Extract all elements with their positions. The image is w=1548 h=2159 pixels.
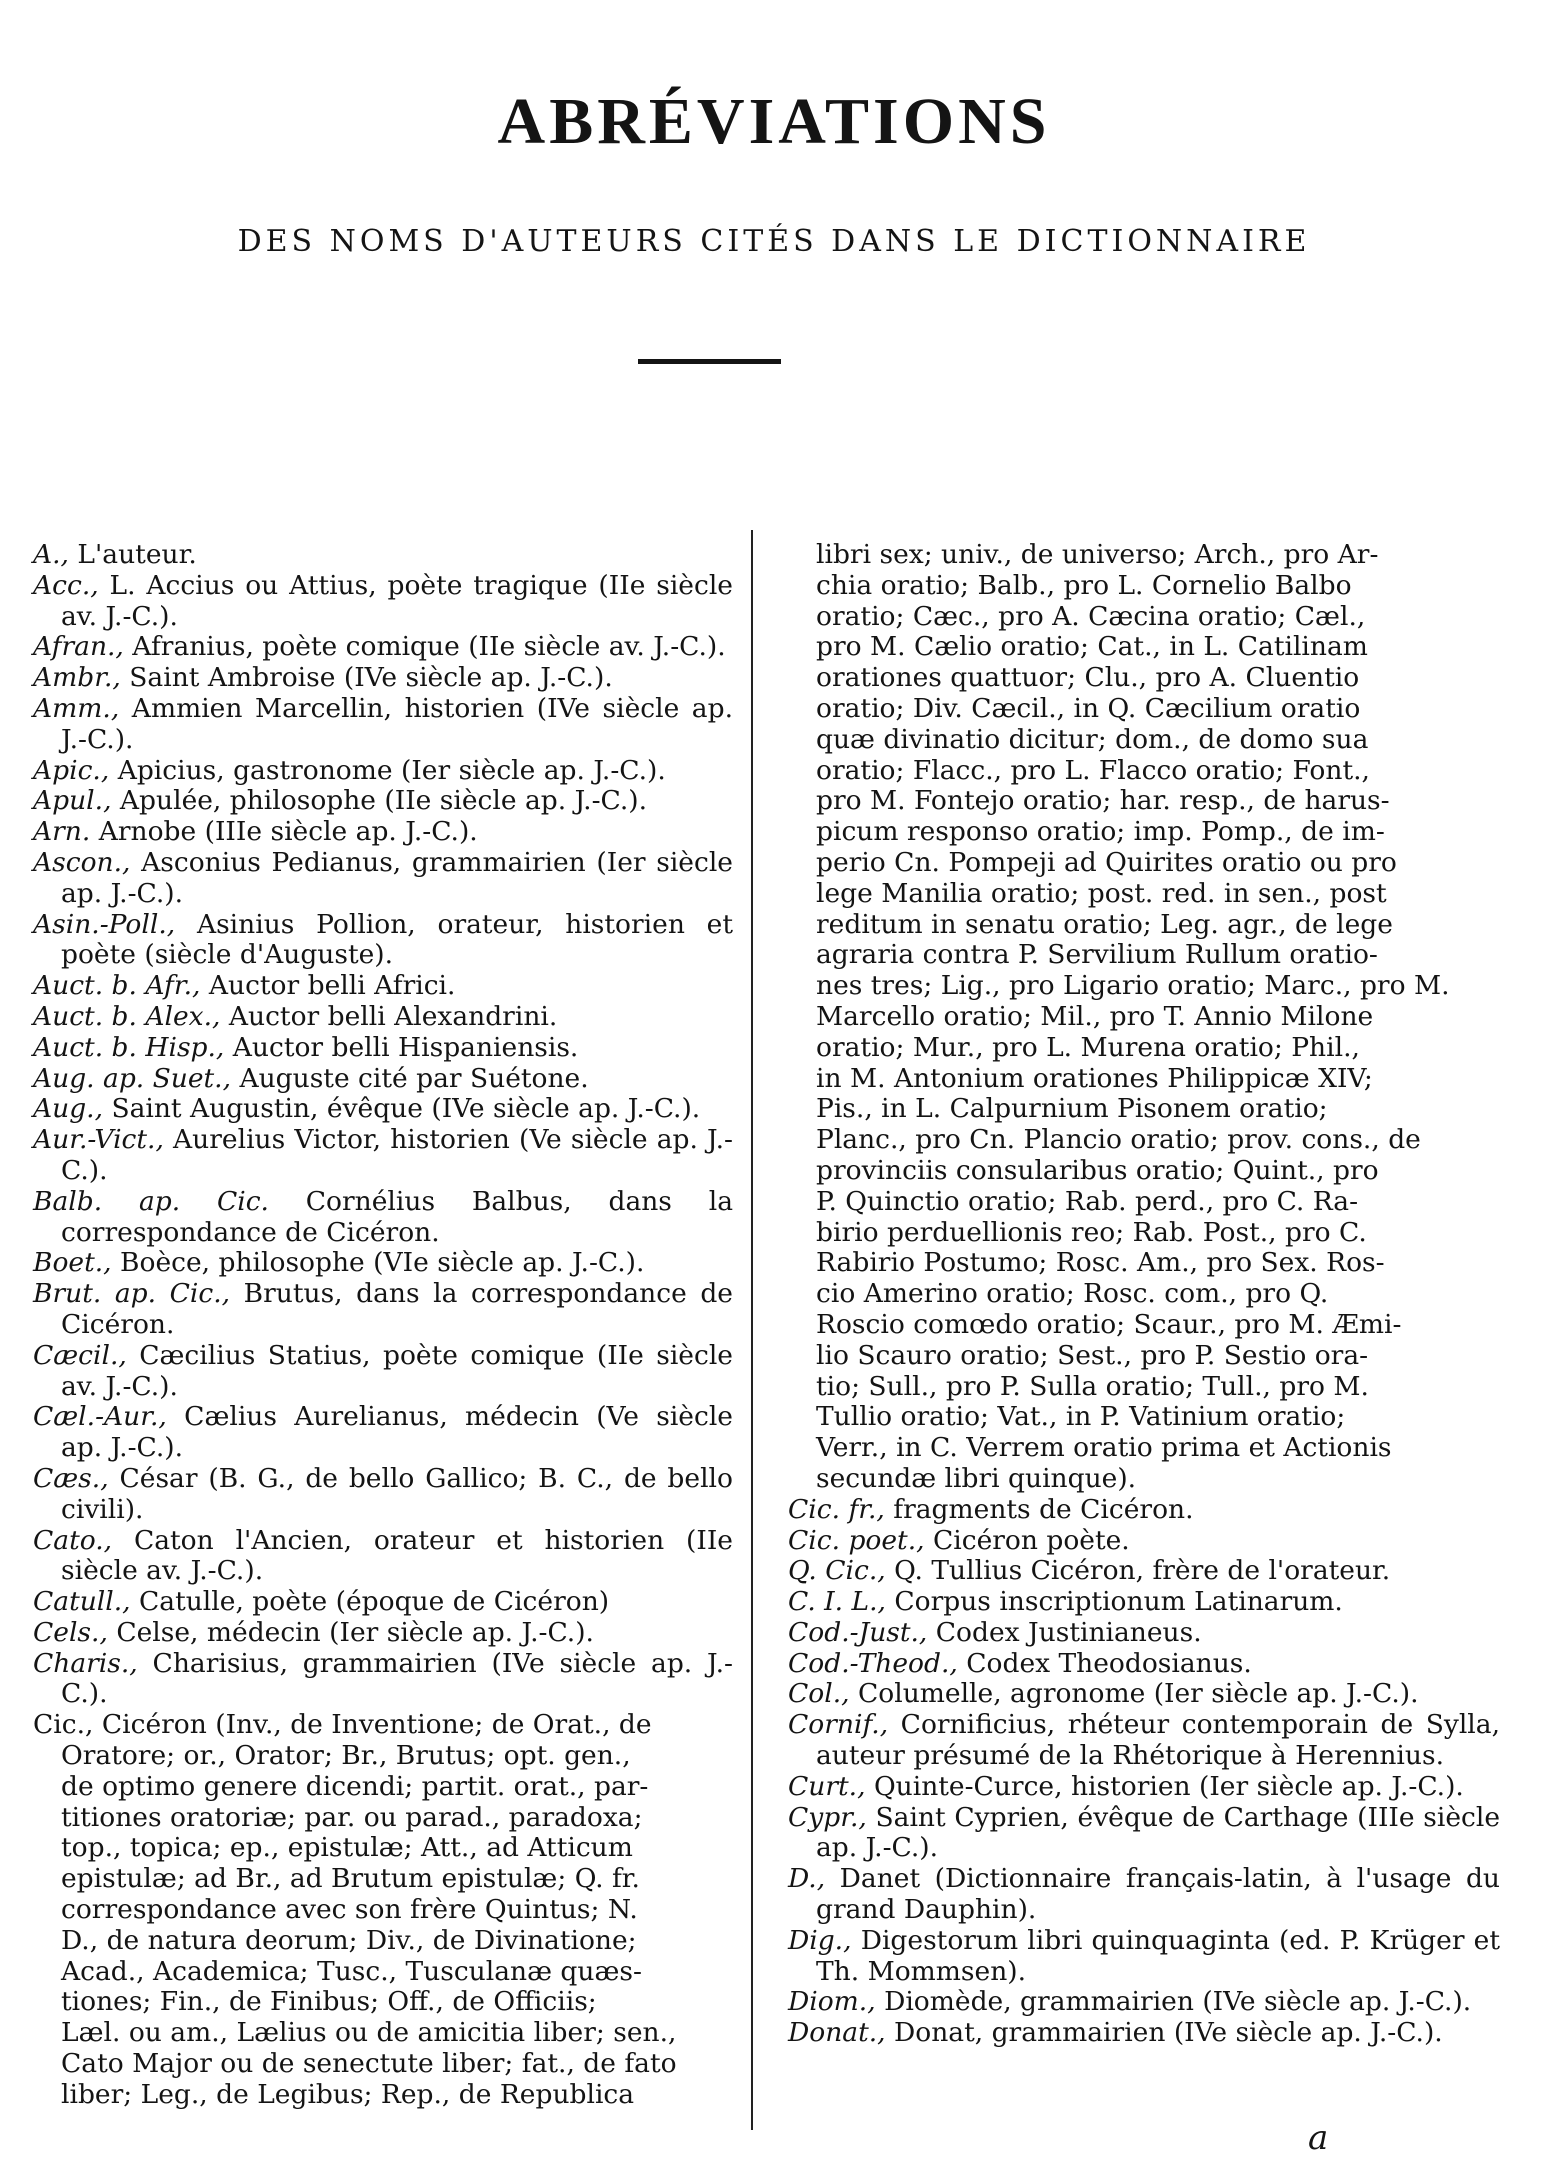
abbreviation-term: Cæs., <box>33 1462 109 1494</box>
abbreviation-definition: Asinius Pollion, orateur, historien et poète (siècle d'Auguste). <box>61 908 733 971</box>
entry-text-line: Roscio comœdo oratio; Scaur., pro M. Æmi- <box>816 1308 1402 1340</box>
abbreviation-definition: Cælius Aurelianus, médecin (Ve siècle ap. J.-C.). <box>61 1401 733 1464</box>
abbreviation-definition: Codex Justinianeus. <box>927 1616 1202 1648</box>
entry-text-line: Oratore; or., Orator; Br., Brutus; opt. gen., <box>61 1740 631 1772</box>
abbreviation-term: Afran., <box>33 631 124 663</box>
entry-text-line: oratio; Div. Cæcil., in Q. Cæcilium oratio <box>816 692 1361 724</box>
abbreviation-entry <box>33 1002 733 1033</box>
abbreviation-entry <box>33 1187 733 1249</box>
entry-text-line: P. Quinctio oratio; Rab. perd., pro C. Ra- <box>816 1185 1359 1217</box>
abbreviation-entry <box>33 817 733 848</box>
title-rule <box>638 359 781 364</box>
entry-text-line: oratio; Mur., pro L. Murena oratio; Phil., <box>816 1031 1360 1063</box>
abbreviation-term: Apic., <box>33 754 110 786</box>
abbreviation-definition: Ammien Marcellin, historien (IVe siècle ap. J.-C.). <box>61 692 733 755</box>
entry-text-line: perio Cn. Pompeji ad Quirites oratio ou pro <box>816 846 1397 878</box>
abbreviation-definition: Aurelius Victor, historien (Ve siècle ap. J.-C.). <box>61 1124 733 1186</box>
abbreviation-entry <box>33 1341 733 1403</box>
entry-text-line: pro M. Cælio oratio; Cat., in L. Catilinam <box>816 631 1368 663</box>
entry-text-line: orationes quattuor; Clu., pro A. Cluentio <box>816 662 1360 694</box>
abbreviation-definition: Digestorum libri quinquaginta (ed. P. Krüger et Th. Mommsen). <box>816 1924 1500 1987</box>
abbreviation-definition: Afranius, poète comique (IIe siècle av. J.-C.). <box>123 631 726 663</box>
abbreviation-term: Cæl.-Aur., <box>33 1401 167 1433</box>
abbreviation-term: Cornif., <box>788 1709 889 1741</box>
abbreviation-entry <box>33 1064 733 1095</box>
entry-text-line: Pis., in L. Calpurnium Pisonem oratio; <box>816 1093 1328 1125</box>
left-entries-list <box>33 540 733 1710</box>
abbreviation-entry <box>788 1526 1500 1557</box>
abbreviation-definition: Diomède, grammairien (IVe siècle ap. J.-C.). <box>875 1986 1472 2018</box>
abbreviation-definition: Columelle, agronome (Ier siècle ap. J.-C.). <box>849 1678 1419 1710</box>
abbreviation-term: Diom., <box>788 1986 876 2018</box>
entry-text-line: oratio; Cæc., pro A. Cæcina oratio; Cæl., <box>816 600 1366 632</box>
abbreviation-definition: Auctor belli Alexandrini. <box>220 1000 558 1032</box>
abbreviation-entry <box>788 1618 1500 1649</box>
entry-text-line: Rabirio Postumo; Rosc. Am., pro Sex. Ros- <box>816 1247 1385 1279</box>
entry-text-line: in M. Antonium orationes Philippicæ XIV; <box>816 1062 1373 1094</box>
entry-text-line: liber; Leg., de Legibus; Rep., de Republica <box>61 2078 635 2110</box>
entry-text-line: tiones; Fin., de Finibus; Off., de Officiis; <box>61 1986 597 2018</box>
abbreviation-definition: Saint Cyprien, évêque de Carthage (IIIe siècle ap. J.-C.). <box>816 1801 1500 1864</box>
abbreviation-entry <box>33 1464 733 1526</box>
abbreviation-definition: fragments de Cicéron. <box>884 1493 1194 1525</box>
abbreviation-entry <box>788 1679 1500 1710</box>
abbreviation-entry <box>33 1094 733 1125</box>
abbreviation-term: Cypr., <box>788 1801 867 1833</box>
entry-text-line: Acad., Academica; Tusc., Tusculanæ quæs- <box>61 1955 642 1987</box>
abbreviation-entry <box>33 1649 733 1711</box>
abbreviation-definition: Boèce, philosophe (VIe siècle ap. J.-C.). <box>111 1247 645 1279</box>
abbreviation-term: A., <box>33 539 69 570</box>
abbreviation-term: Charis., <box>33 1647 138 1679</box>
abbreviation-definition: Apicius, gastronome (Ier siècle ap. J.-C.). <box>109 754 666 786</box>
abbreviation-definition: Corpus inscriptionum Latinarum. <box>885 1586 1343 1618</box>
abbreviation-definition: César (B. G., de bello Gallico; B. C., de bello civili). <box>61 1462 733 1525</box>
page-signature: a <box>1308 2118 1329 2158</box>
abbreviation-entry <box>33 694 733 756</box>
abbreviation-entry <box>33 910 733 972</box>
abbreviation-definition: Auguste cité par Suétone. <box>231 1062 589 1094</box>
abbreviation-definition: Arnobe (IIIe siècle ap. J.-C.). <box>90 816 478 848</box>
abbreviation-term: Cels., <box>33 1616 108 1648</box>
abbreviation-definition: Apulée, philosophe (IIe siècle ap. J.-C.). <box>111 785 648 817</box>
abbreviation-term: Balb. ap. Cic. <box>33 1185 269 1217</box>
entry-text-line: quæ divinatio dicitur; dom., de domo sua <box>816 723 1369 755</box>
abbreviation-term: Auct. b. Alex., <box>33 1000 221 1032</box>
cicero-entry-continued <box>788 540 1500 1495</box>
entry-text-line: Planc., pro Cn. Plancio oratio; prov. cons., de <box>816 1124 1421 1156</box>
abbreviation-term: Donat., <box>788 2017 886 2049</box>
abbreviation-term: C. I. L., <box>788 1586 886 1618</box>
abbreviation-term: Cæcil., <box>33 1339 127 1371</box>
column-divider <box>751 530 753 2130</box>
cicero-entry-start <box>33 1710 733 2110</box>
abbreviation-definition: Asconius Pedianus, grammairien (Ier siècle ap. J.-C.). <box>61 846 733 909</box>
left-column <box>33 540 733 2111</box>
abbreviation-term: Cic. poet., <box>788 1524 925 1556</box>
entry-text-line: lio Scauro oratio; Sest., pro P. Sestio ora- <box>816 1339 1369 1371</box>
abbreviation-entry <box>33 1248 733 1279</box>
entry-text-line: pro M. Fontejo oratio; har. resp., de harus- <box>816 785 1390 817</box>
abbreviation-term: D., <box>788 1863 826 1895</box>
page-title: ABRÉVIATIONS <box>497 85 1051 158</box>
abbreviation-entry <box>33 1033 733 1064</box>
abbreviation-term: Cato., <box>33 1524 113 1556</box>
entry-text-line: cio Amerino oratio; Rosc. com., pro Q. <box>816 1278 1329 1310</box>
entry-text-line: top., topica; ep., epistulæ; Att., ad Atticum <box>61 1832 633 1864</box>
entry-text-line: libri sex; univ., de universo; Arch., pro Ar- <box>816 539 1379 570</box>
abbreviation-definition: Catulle, poète (époque de Cicéron) <box>130 1586 610 1618</box>
abbreviation-definition: Auctor belli Hispaniensis. <box>224 1031 579 1063</box>
abbreviation-entry <box>788 1710 1500 1772</box>
entry-text-line: oratio; Flacc., pro L. Flacco oratio; Font., <box>816 754 1370 786</box>
abbreviation-definition: Charisius, grammairien (IVe siècle ap. J.-C.). <box>61 1647 733 1710</box>
abbreviation-definition: Cornificius, rhéteur contemporain de Sylla, auteur présumé de la Rhétorique à Herennius. <box>816 1709 1500 1772</box>
entry-text-line: de optimo genere dicendi; partit. orat., par- <box>61 1770 649 1802</box>
entry-text-line: secundæ libri quinque). <box>816 1462 1137 1494</box>
abbreviation-definition: Cicéron poète. <box>924 1524 1130 1556</box>
abbreviation-term: Amm., <box>33 692 120 724</box>
abbreviation-term: Aug., <box>33 1093 104 1125</box>
abbreviation-term: Aug. ap. Suet., <box>33 1062 232 1094</box>
entry-text-line: chia oratio; Balb., pro L. Cornelio Balbo <box>816 569 1352 601</box>
abbreviation-entry <box>788 1772 1500 1803</box>
abbreviation-term: Apul., <box>33 785 112 817</box>
abbreviation-term: Asin.-Poll., <box>33 908 176 940</box>
abbreviation-entry <box>33 971 733 1002</box>
abbreviation-entry <box>788 1587 1500 1618</box>
abbreviation-entry <box>788 1987 1500 2018</box>
abbreviation-entry <box>33 1587 733 1618</box>
right-entries-list <box>788 1495 1500 2049</box>
abbreviation-definition: Cornélius Balbus, dans la correspondance de Cicéron. <box>61 1185 733 1248</box>
entry-text-line: Cato Major ou de senectute liber; fat., de fato <box>61 2048 677 2080</box>
abbreviation-definition: Saint Ambroise (IVe siècle ap. J.-C.). <box>120 662 613 694</box>
entry-text-line: D., de natura deorum; Div., de Divinatione; <box>61 1924 637 1956</box>
abbreviation-term: Dig., <box>788 1924 852 1956</box>
abbreviation-term: Aur.-Vict., <box>33 1124 164 1156</box>
abbreviation-entry <box>33 848 733 910</box>
entry-text-line: lege Manilia oratio; post. red. in sen., post <box>816 877 1387 909</box>
abbreviation-entry <box>33 756 733 787</box>
abbreviation-term: Auct. b. Afr., <box>33 970 201 1002</box>
abbreviation-term: Catull., <box>33 1586 131 1618</box>
entry-text-line: titiones oratoriæ; par. ou parad., paradoxa; <box>61 1801 643 1833</box>
abbreviation-term: Curt., <box>788 1770 866 1802</box>
abbreviation-entry <box>33 540 733 571</box>
entry-text-line: birio perduellionis reo; Rab. Post., pro C. <box>816 1216 1367 1248</box>
abbreviation-entry <box>788 1649 1500 1680</box>
abbreviation-definition: Quinte-Curce, historien (Ier siècle ap. J.-C.). <box>865 1770 1464 1802</box>
abbreviation-definition: Danet (Dictionnaire français-latin, à l'usage du grand Dauphin). <box>816 1863 1500 1926</box>
abbreviation-definition: Q. Tullius Cicéron, frère de l'orateur. <box>885 1555 1391 1587</box>
abbreviation-entry <box>33 1279 733 1341</box>
abbreviation-entry <box>33 1402 733 1464</box>
entry-text-line: Tullio oratio; Vat., in P. Vatinium oratio; <box>816 1401 1346 1433</box>
abbreviation-term: Arn. <box>33 816 91 848</box>
entry-text-line: Læl. ou am., Lælius ou de amicitia liber; sen., <box>61 2017 677 2049</box>
abbreviation-entry <box>33 632 733 663</box>
abbreviation-definition: Celse, médecin (Ier siècle ap. J.-C.). <box>107 1616 594 1648</box>
abbreviation-term: Boet., <box>33 1247 112 1279</box>
abbreviation-definition: Brutus, dans la correspondance de Cicéron. <box>61 1278 733 1340</box>
abbreviation-entry <box>788 1864 1500 1926</box>
abbreviation-definition: Cæcilius Statius, poète comique (IIe siècle av. J.-C.). <box>61 1339 733 1402</box>
right-column <box>788 540 1500 2049</box>
abbreviation-definition: Caton l'Ancien, orateur et historien (IIe siècle av. J.-C.). <box>61 1524 733 1587</box>
abbreviation-entry <box>33 571 733 633</box>
page-subtitle: DES NOMS D'AUTEURS CITÉS DANS LE DICTIONNAIRE <box>237 224 1311 259</box>
abbreviation-term: Cod.-Just., <box>788 1616 928 1648</box>
abbreviation-entry <box>788 1495 1500 1526</box>
abbreviation-definition: L'auteur. <box>69 539 197 570</box>
abbreviation-term: Ascon., <box>33 846 131 878</box>
abbreviation-entry <box>33 786 733 817</box>
abbreviation-term: Brut. ap. Cic., <box>33 1278 231 1310</box>
abbreviation-entry <box>33 663 733 694</box>
abbreviation-definition: Codex Theodosianus. <box>957 1647 1252 1679</box>
entry-text-line: Marcello oratio; Mil., pro T. Annio Milone <box>816 1000 1374 1032</box>
abbreviation-definition: Saint Augustin, évêque (IVe siècle ap. J.-C.). <box>103 1093 701 1125</box>
abbreviation-entry <box>33 1125 733 1187</box>
abbreviation-entry <box>788 1926 1500 1988</box>
entry-text-line: picum responso oratio; imp. Pomp., de im- <box>816 816 1385 848</box>
entry-text-line: agraria contra P. Servilium Rullum oratio- <box>816 939 1378 971</box>
abbreviation-definition: L. Accius ou Attius, poète tragique (IIe siècle av. J.-C.). <box>61 569 733 632</box>
abbreviation-definition: Auctor belli Africi. <box>200 970 456 1002</box>
abbreviation-definition: Donat, grammairien (IVe siècle ap. J.-C.). <box>885 2017 1443 2049</box>
entry-text-line: correspondance avec son frère Quintus; N. <box>61 1894 638 1926</box>
abbreviation-term: Auct. b. Hisp., <box>33 1031 225 1063</box>
abbreviation-term: Q. Cic., <box>788 1555 886 1587</box>
entry-text-line: nes tres; Lig., pro Ligario oratio; Marc., pro M. <box>816 970 1450 1002</box>
entry-text-line: provinciis consularibus oratio; Quint., pro <box>816 1154 1379 1186</box>
abbreviation-entry <box>788 1803 1500 1865</box>
abbreviation-term: Cod.-Theod., <box>788 1647 958 1679</box>
abbreviation-term: Col., <box>788 1678 850 1710</box>
abbreviation-term: Ambr., <box>33 662 121 694</box>
abbreviation-entry <box>33 1526 733 1588</box>
abbreviation-entry <box>788 1556 1500 1587</box>
entry-text-line: tio; Sull., pro P. Sulla oratio; Tull., pro M. <box>816 1370 1369 1402</box>
entry-text-line: reditum in senatu oratio; Leg. agr., de lege <box>816 908 1393 940</box>
abbreviation-term: Acc., <box>33 569 99 601</box>
entry-text-line: Verr., in C. Verrem oratio prima et Actionis <box>816 1432 1392 1464</box>
entry-text-line: epistulæ; ad Br., ad Brutum epistulæ; Q. fr. <box>61 1863 640 1895</box>
entry-text-line: Cic., Cicéron (Inv., de Inventione; de Orat., de <box>33 1709 652 1741</box>
abbreviation-term: Cic. fr., <box>788 1493 885 1525</box>
abbreviation-entry <box>788 2018 1500 2049</box>
abbreviation-entry <box>33 1618 733 1649</box>
